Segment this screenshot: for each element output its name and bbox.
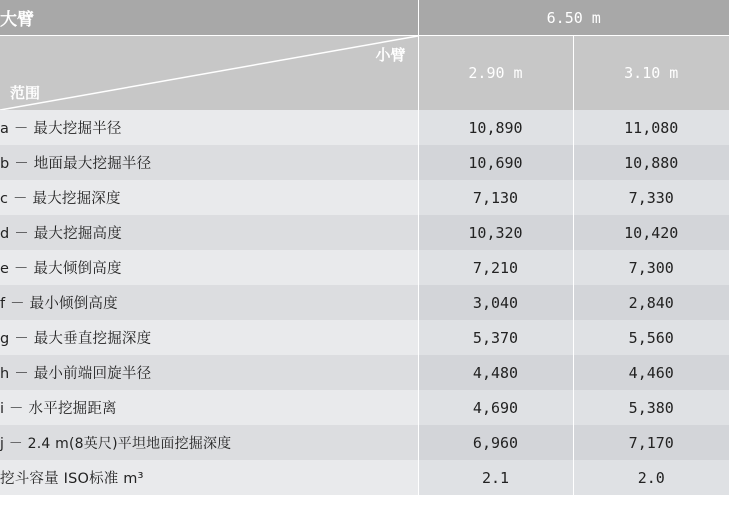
row-value-2: 4,460	[573, 355, 729, 390]
row-value-2: 2.0	[573, 460, 729, 495]
row-value-1: 2.1	[418, 460, 573, 495]
row-value-1: 4,480	[418, 355, 573, 390]
row-value-2: 5,560	[573, 320, 729, 355]
row-value-2: 10,420	[573, 215, 729, 250]
table-row	[0, 355, 729, 390]
row-value-2: 11,080	[573, 110, 729, 145]
row-label: i － 水平挖掘距离	[0, 390, 418, 425]
row-value-2: 2,840	[573, 285, 729, 320]
row-value-1: 10,320	[418, 215, 573, 250]
diagonal-divider-icon	[0, 36, 418, 110]
row-value-1: 6,960	[418, 425, 573, 460]
arm-value-2: 3.10 m	[573, 36, 729, 111]
range-arm-split-cell	[0, 36, 418, 111]
row-label: f － 最小倾倒高度	[0, 285, 418, 320]
row-value-1: 7,210	[418, 250, 573, 285]
table-row	[0, 285, 729, 320]
row-label: e － 最大倾倒高度	[0, 250, 418, 285]
row-value-1: 4,690	[418, 390, 573, 425]
table-row	[0, 460, 729, 495]
row-label: g － 最大垂直挖掘深度	[0, 320, 418, 355]
row-value-2: 5,380	[573, 390, 729, 425]
row-value-2: 7,170	[573, 425, 729, 460]
table-row	[0, 180, 729, 215]
boom-header-label: 大臂	[0, 0, 418, 36]
header-row-arm	[0, 36, 729, 111]
table-row	[0, 250, 729, 285]
table-row	[0, 425, 729, 460]
arm-header-label: 小臂	[375, 46, 406, 64]
row-label: d － 最大挖掘高度	[0, 215, 418, 250]
table-row	[0, 110, 729, 145]
row-value-1: 5,370	[418, 320, 573, 355]
table-row	[0, 390, 729, 425]
row-value-2: 10,880	[573, 145, 729, 180]
row-value-2: 7,330	[573, 180, 729, 215]
row-value-2: 7,300	[573, 250, 729, 285]
table-row	[0, 145, 729, 180]
row-value-1: 3,040	[418, 285, 573, 320]
row-label: a － 最大挖掘半径	[0, 110, 418, 145]
row-label: j － 2.4 m(8英尺)平坦地面挖掘深度	[0, 425, 418, 460]
row-value-1: 10,890	[418, 110, 573, 145]
row-label: 挖斗容量 ISO标准 m³	[0, 460, 418, 495]
range-header-label: 范围	[10, 84, 41, 102]
row-label: c － 最大挖掘深度	[0, 180, 418, 215]
arm-value-1: 2.90 m	[418, 36, 573, 111]
boom-header-value: 6.50 m	[418, 0, 729, 36]
header-row-boom	[0, 0, 729, 36]
table-row	[0, 320, 729, 355]
row-label: h － 最小前端回旋半径	[0, 355, 418, 390]
row-label: b － 地面最大挖掘半径	[0, 145, 418, 180]
row-value-1: 10,690	[418, 145, 573, 180]
table-row	[0, 215, 729, 250]
row-value-1: 7,130	[418, 180, 573, 215]
